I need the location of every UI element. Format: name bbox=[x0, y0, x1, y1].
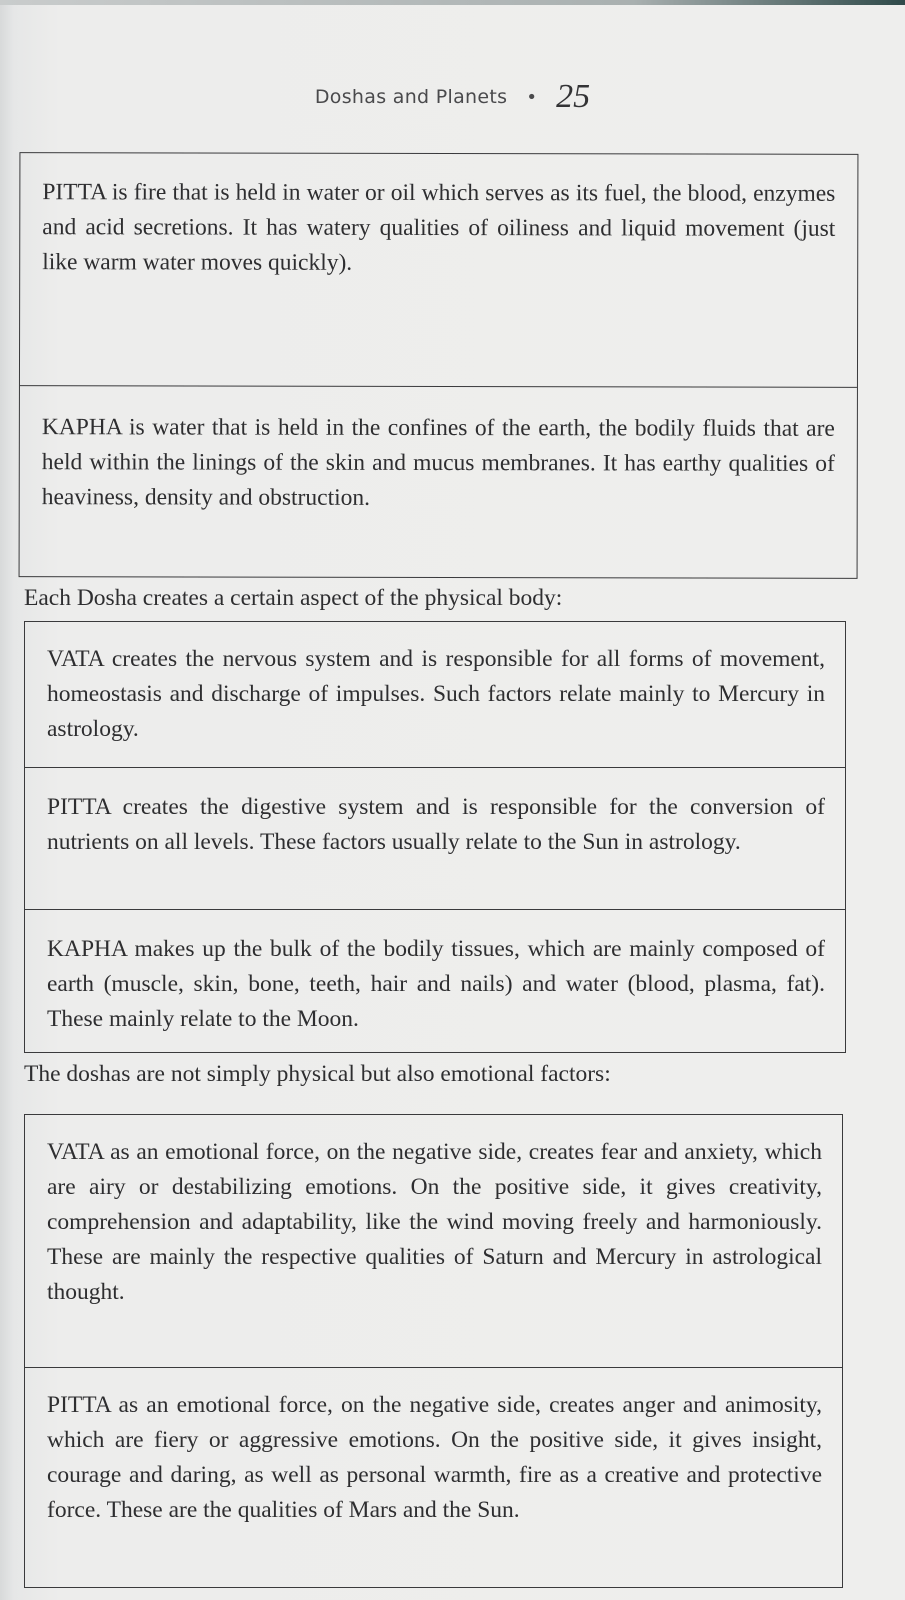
cell-pitta-fire bbox=[20, 153, 857, 387]
paragraph-vata-physical: VATA creates the nervous system and is responsible for all forms of movement, homeostasis and discharge of impulses. Such factors relate mainly to Mercury in astrology. bbox=[47, 646, 825, 742]
paragraph-pitta-physical: PITTA creates the digestive system and is responsible for the conversion of nutrients on all levels. These factors usually relate to the Sun in astrology. bbox=[47, 794, 825, 855]
paragraph-pitta-fire: PITTA is fire that is held in water or oil which serves as its fuel, the blood, enzymes and acid secretions. It has watery qualities of oiliness and liquid movement (just like warm water moves quickly). bbox=[42, 179, 836, 276]
cell-kapha-water bbox=[20, 385, 857, 579]
running-header bbox=[0, 78, 905, 116]
box-physical-aspects bbox=[24, 621, 846, 1053]
box-pitta-kapha-elements bbox=[19, 152, 859, 579]
paragraph-vata-emotional: VATA as an emotional force, on the negative side, creates fear and anxiety, which are airy or destabilizing emotions. On the positive side, it gives creativity, comprehension and adaptability, like the wind moving freely and harmoniously. These are mainly the respective qualities of Saturn and Mercury in astrological thought. bbox=[47, 1139, 822, 1305]
paragraph-pitta-emotional: PITTA as an emotional force, on the negative side, creates anger and animosity, which are fiery or aggressive emotions. On the positive side, it gives insight, courage and daring, as well as personal warmth, fire as a creative and protective force. These are the qualities of Mars and the Sun. bbox=[47, 1392, 822, 1523]
box-emotional-factors bbox=[24, 1114, 843, 1588]
header-separator: • bbox=[526, 86, 538, 108]
paragraph-kapha-physical: KAPHA makes up the bulk of the bodily tissues, which are mainly composed of earth (muscle, skin, bone, teeth, hair and nails) and water (blood, plasma, fat). These mainly relate to the Moon. bbox=[47, 936, 825, 1032]
page-number: 25 bbox=[556, 78, 591, 115]
cell-pitta-emotional bbox=[25, 1367, 842, 1588]
intro-physical-body: Each Dosha creates a certain aspect of the physical body: bbox=[24, 585, 563, 611]
paragraph-kapha-water: KAPHA is water that is held in the confines of the earth, the bodily fluids that are held within the linings of the skin and mucus membranes. It has earthy qualities of heaviness, density and obstruction. bbox=[41, 414, 835, 511]
intro-emotional-factors: The doshas are not simply physical but also emotional factors: bbox=[24, 1061, 611, 1087]
cell-pitta-physical bbox=[25, 767, 845, 909]
cell-vata-emotional bbox=[25, 1115, 842, 1367]
cell-vata-physical bbox=[25, 622, 845, 767]
page-top-edge bbox=[0, 0, 905, 5]
cell-kapha-physical bbox=[25, 909, 845, 1052]
running-header-title: Doshas and Planets bbox=[314, 86, 508, 108]
